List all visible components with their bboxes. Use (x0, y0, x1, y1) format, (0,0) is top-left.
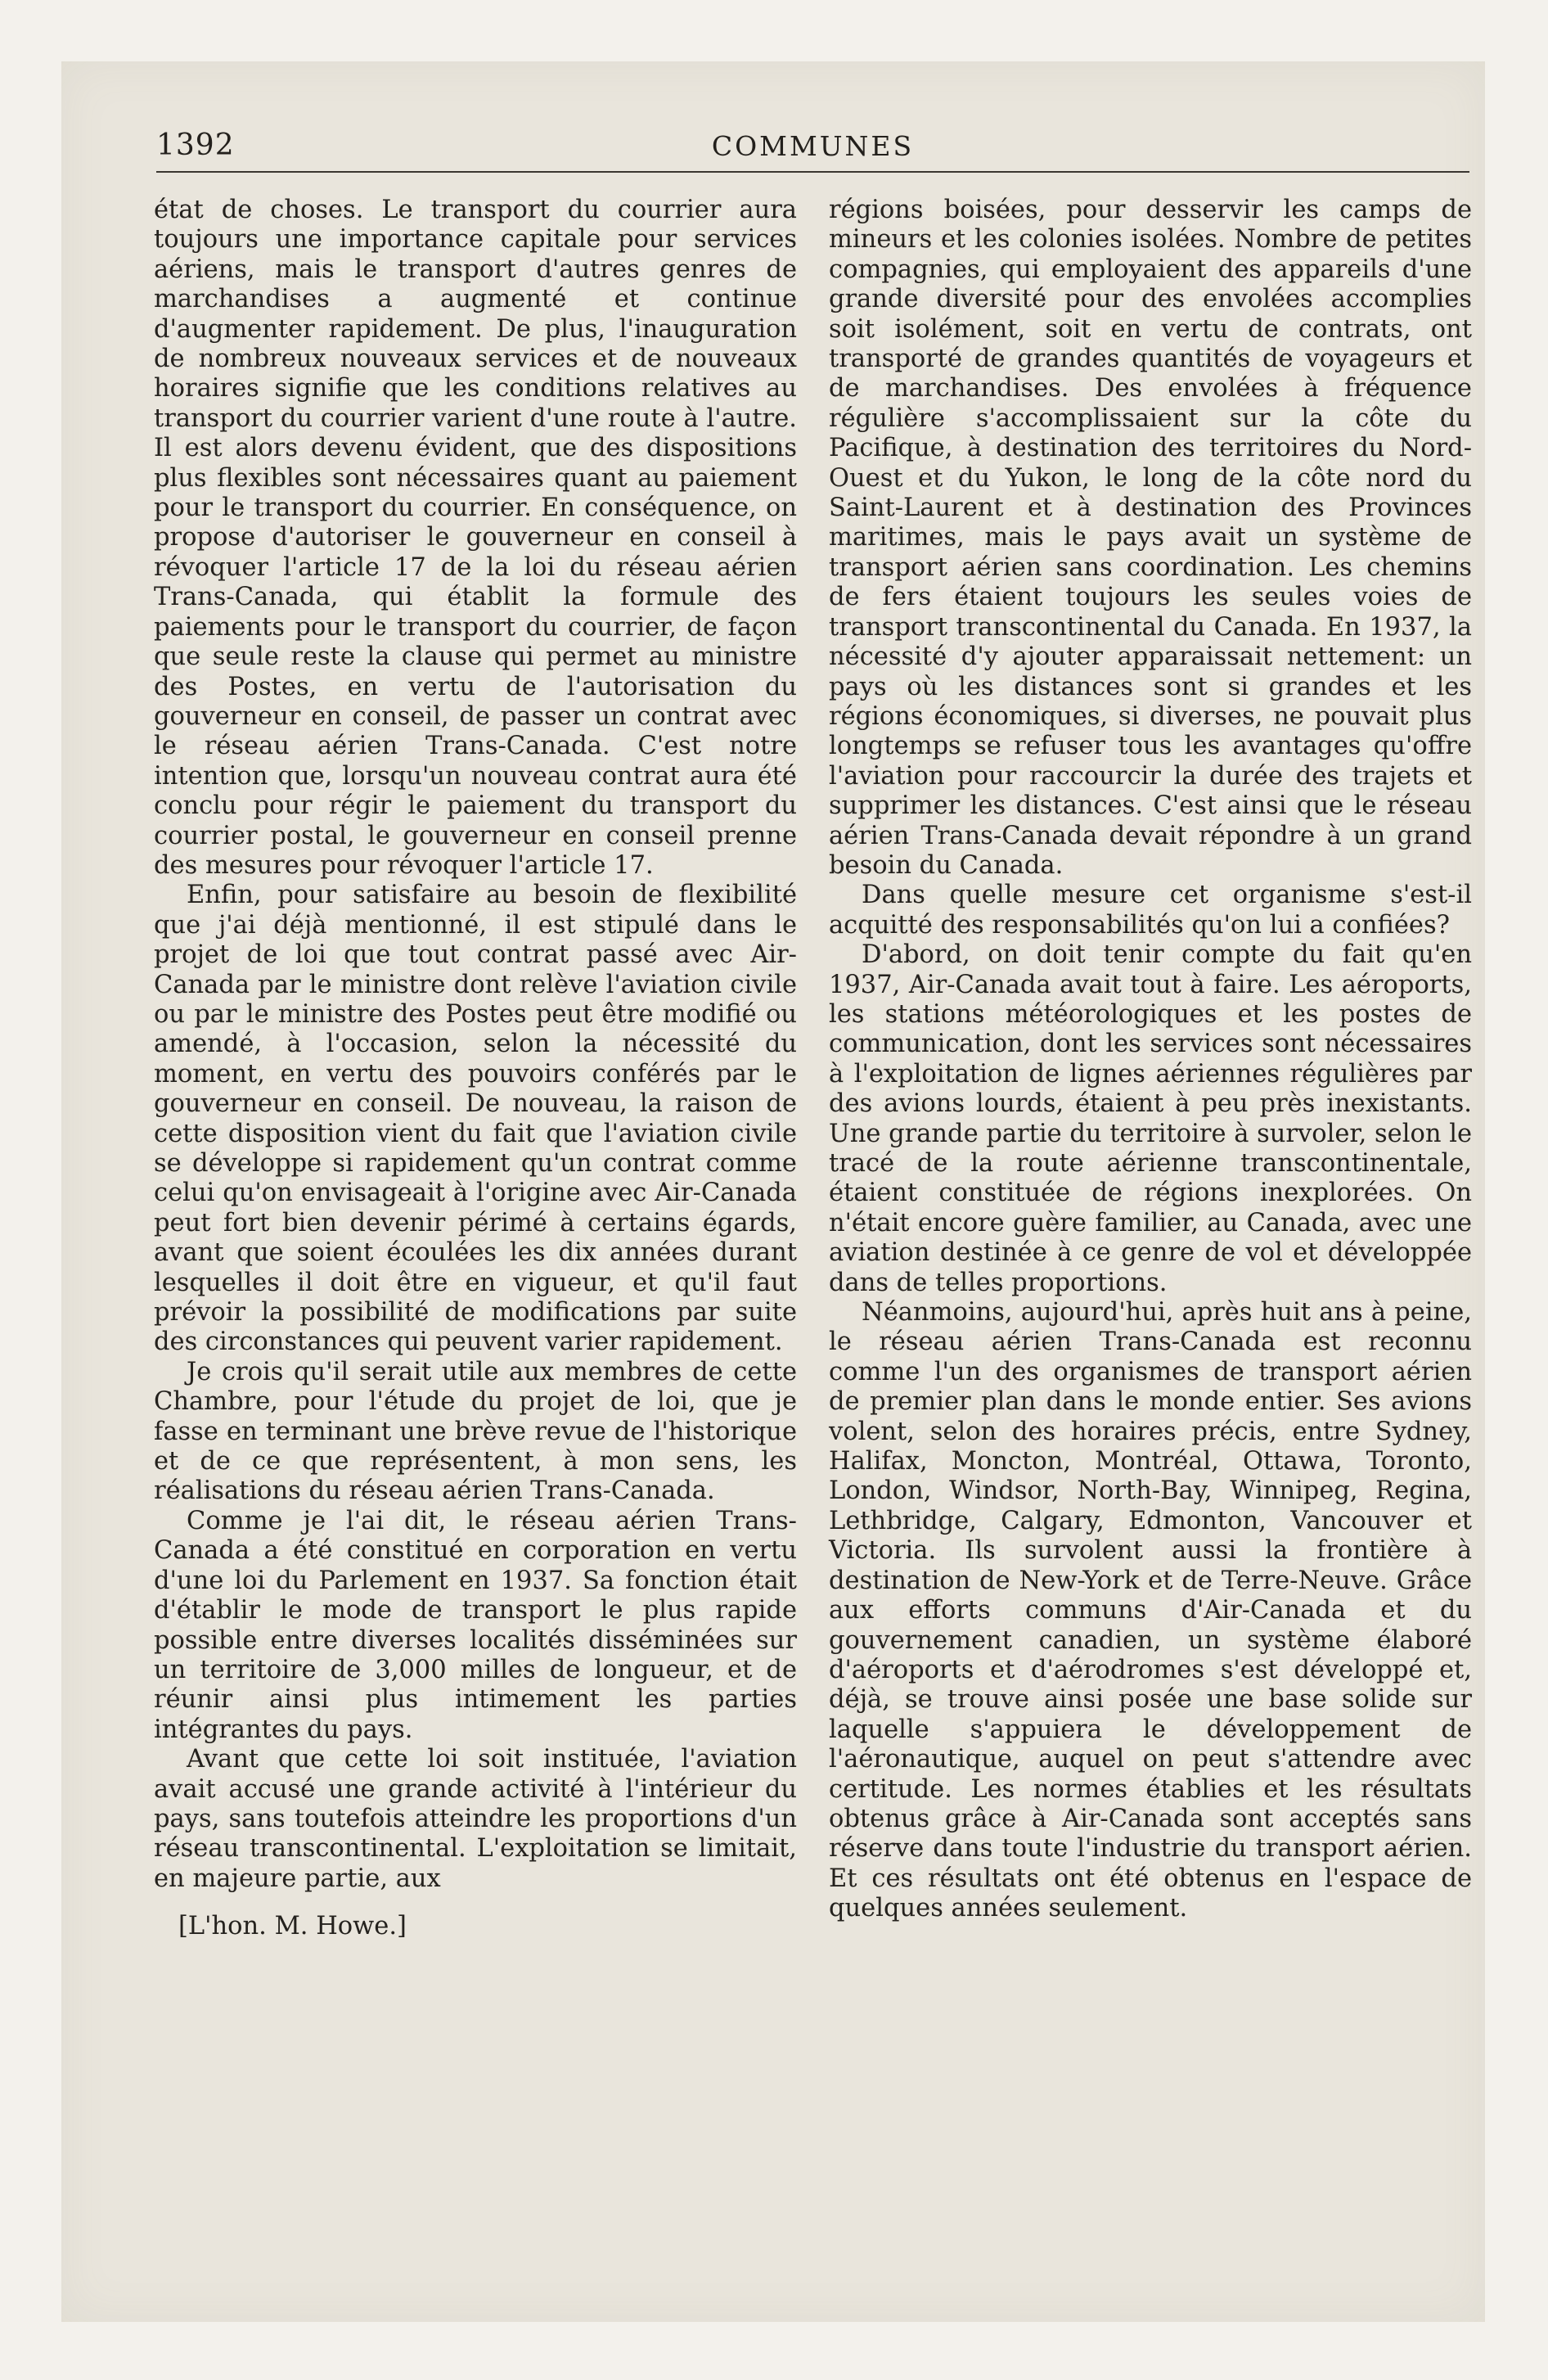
left-paragraph-1: état de choses. Le transport du courrier aura toujours une importance capitale pour services aériens, mais le transport d'autres genres de marchandises a augmenté et continue d'augmenter rapidement. De plus, l'inauguration de nombreux nouveaux services et de nouveaux horaires signifie que les conditions relatives au transport du courrier varient d'une route à l'autre. Il est alors devenu évident, que des dispositions plus flexibles sont nécessaires quant au paiement pour le transport du courrier. En conséquence, on propose d'autoriser le gouverneur en conseil à révoquer l'article 17 de la loi du réseau aérien Trans-Canada, qui établit la formule des paiements pour le transport du courrier, de façon que seule reste la clause qui permet au ministre des Postes, en vertu de l'autorisation du gouverneur en conseil, de passer un contrat avec le réseau aérien Trans-Canada. C'est notre intention que, lorsqu'un nouveau contrat aura été conclu pour régir le paiement du transport du courrier postal, le gouverneur en conseil prenne des mesures pour révoquer l'article 17. (154, 196, 797, 880)
running-title: COMMUNES (711, 130, 915, 162)
right-paragraph-3: D'abord, on doit tenir compte du fait qu'en 1937, Air-Canada avait tout à faire. Les aéroports, les stations météorologiques et les postes de communication, dont les services sont nécessaires à l'exploitation de lignes aériennes régulières par des avions lourds, étaient à peu près inexistants. Une grande partie du territoire à survoler, selon le tracé de la route aérienne transcontinentale, étaient constituée de régions inexplorées. On n'était encore guère familier, au Canada, avec une aviation destinée à ce genre de vol et développée dans de telles proportions. (829, 940, 1472, 1297)
scanned-page (61, 61, 1485, 2322)
page-header (156, 125, 1469, 173)
right-paragraph-1: régions boisées, pour desservir les camps de mineurs et les colonies isolées. Nombre de petites compagnies, qui employaient des appareils d'une grande diversité pour des envolées accomplies soit isolément, soit en vertu de contrats, ont transporté de grandes quantités de voyageurs et de marchandises. Des envolées à fréquence régulière s'accomplissaient sur la côte du Pacifique, à destination des territoires du Nord-Ouest et du Yukon, le long de la côte nord du Saint-Laurent et à destination des Provinces maritimes, mais le pays avait un système de transport aérien sans coordination. Les chemins de fers étaient toujours les seules voies de transport transcontinental du Canada. En 1937, la nécessité d'y ajouter apparaissait nettement: un pays où les distances sont si grandes et les régions économiques, si diverses, ne pouvait plus longtemps se refuser tous les avantages qu'offre l'aviation pour raccourcir la durée des trajets et supprimer les distances. C'est ainsi que le réseau aérien Trans-Canada devait répondre à un grand besoin du Canada. (829, 196, 1472, 880)
left-column (154, 196, 797, 1942)
right-column (829, 196, 1472, 1924)
left-paragraph-2: Enfin, pour satisfaire au besoin de flexibilité que j'ai déjà mentionné, il est stipulé dans le projet de loi que tout contrat passé avec Air-Canada par le ministre dont relève l'aviation civile ou par le ministre des Postes peut être modifié ou amendé, à l'occasion, selon la nécessité du moment, en vertu des pouvoirs conférés par le gouverneur en conseil. De nouveau, la raison de cette disposition vient du fait que l'aviation civile se développe si rapidement qu'un contrat comme celui qu'on envisageait à l'origine avec Air-Canada peut fort bien devenir périmé à certains égards, avant que soient écoulées les dix années durant lesquelles il doit être en vigueur, et qu'il faut prévoir la possibilité de modifications par suite des circonstances qui peuvent varier rapidement. (154, 881, 797, 1357)
page-number: 1392 (156, 128, 235, 162)
right-paragraph-2: Dans quelle mesure cet organisme s'est-il acquitté des responsabilités qu'on lui a confiées? (829, 881, 1472, 940)
left-paragraph-5: Avant que cette loi soit instituée, l'aviation avait accusé une grande activité à l'intérieur du pays, sans toutefois atteindre les proportions d'un réseau transcontinental. L'exploitation se limitait, en majeure partie, aux (154, 1745, 797, 1893)
speaker-attribution: [L'hon. M. Howe.] (178, 1912, 407, 1941)
right-paragraph-4: Néanmoins, aujourd'hui, après huit ans à peine, le réseau aérien Trans-Canada est reconnu comme l'un des organismes de transport aérien de premier plan dans le monde entier. Ses avions volent, selon des horaires précis, entre Sydney, Halifax, Moncton, Montréal, Ottawa, Toronto, London, Windsor, North-Bay, Winnipeg, Regina, Lethbridge, Calgary, Edmonton, Vancouver et Victoria. Ils survolent aussi la frontière à destination de New-York et de Terre-Neuve. Grâce aux efforts communs d'Air-Canada et du gouvernement canadien, un système élaboré d'aéroports et d'aérodromes s'est développé et, déjà, se trouve ainsi posée une base solide sur laquelle s'appuiera le développement de l'aéronautique, auquel on peut s'attendre avec certitude. Les normes établies et les résultats obtenus grâce à Air-Canada sont acceptés sans réserve dans toute l'industrie du transport aérien. Et ces résultats ont été obtenus en l'espace de quelques années seulement. (829, 1298, 1472, 1923)
left-paragraph-4: Comme je l'ai dit, le réseau aérien Trans-Canada a été constitué en corporation en vertu d'une loi du Parlement en 1937. Sa fonction était d'établir le mode de transport le plus rapide possible entre diverses localités disséminées sur un territoire de 3,000 milles de longueur, et de réunir ainsi plus intimement les parties intégrantes du pays. (154, 1506, 797, 1744)
left-paragraph-3: Je crois qu'il serait utile aux membres de cette Chambre, pour l'étude du projet de loi, que je fasse en terminant une brève revue de l'historique et de ce que représentent, à mon sens, les réalisations du réseau aérien Trans-Canada. (154, 1357, 797, 1506)
